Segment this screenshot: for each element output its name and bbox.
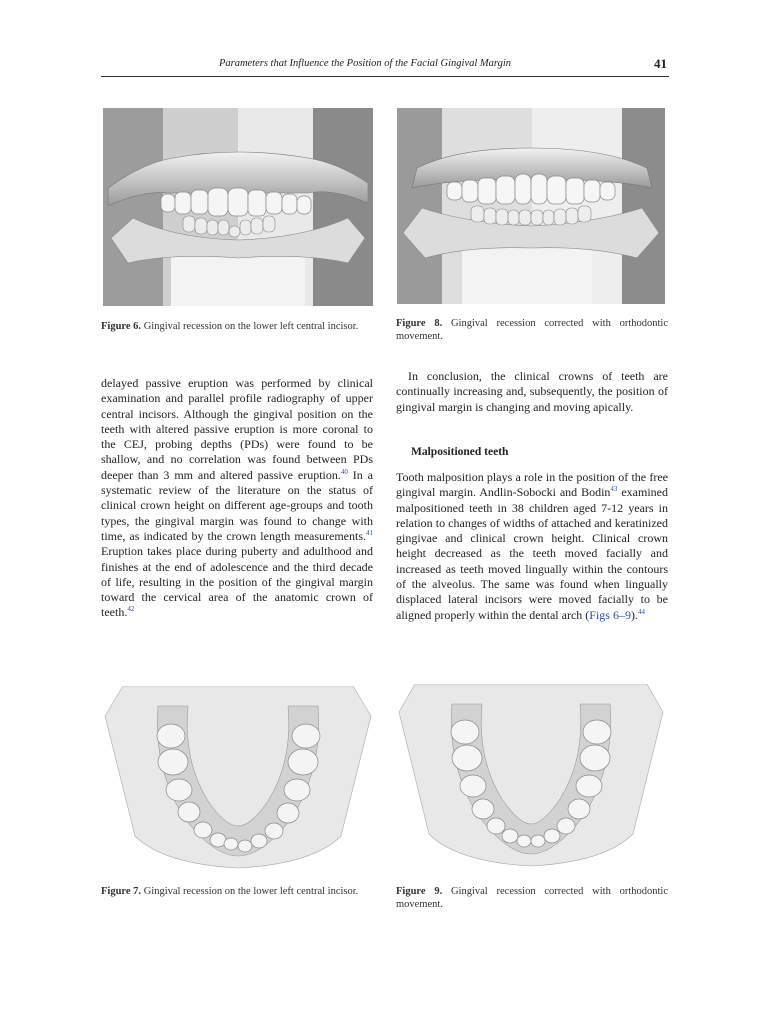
conclusion-text: In conclusion, the clinical crowns of teeth are continually increasing and, subsequently, the position of gingival margin is changing and moving apically. (396, 369, 668, 414)
figure-6-caption (101, 320, 373, 333)
figure-9-label: Figure 9. (396, 886, 443, 897)
figure-8-image (397, 108, 665, 304)
ref-41[interactable]: 41 (366, 528, 373, 537)
left-text-b: In a systematic review of the literature on the status of clinical crown height on different age-groups and tooth types, the gingival margin was found to change with time, as indicated by the crown length measurements. (101, 467, 373, 543)
right-text-a: Tooth malposition plays a role in the position of the free gingival margin. Andlin-Sobocki and Bodin (396, 470, 668, 500)
page-header (101, 58, 669, 77)
ref-40[interactable]: 40 (340, 467, 348, 476)
left-text-c: Eruption takes place during puberty and adulthood and finishes at the end of adolescence and the third decade of life, resulting in the position of the gingival margin toward the cervical area of the anatomic crown of teeth. (101, 544, 373, 620)
figure-7-caption (101, 885, 373, 898)
figure-6-image (103, 108, 373, 306)
right-column-text (396, 470, 668, 623)
ref-42[interactable]: 42 (127, 605, 135, 614)
right-text-c: ). (630, 607, 638, 622)
figures-link[interactable]: Figs 6–9 (589, 607, 631, 622)
left-text-a: delayed passive eruption was performed by clinical examination and parallel profile radiography of upper central incisors. Although the gingival position on the teeth with altered passive eruption is more coronal to the CEJ, probing depths (PDs) were found to be shallow, and no correlation was found between PDs deeper than 3 mm and altered passive eruption. (101, 376, 373, 482)
figure-7-caption-text: Gingival recession on the lower left central incisor. (143, 886, 359, 897)
figure-8-label: Figure 8. (396, 318, 443, 329)
conclusion-paragraph (396, 369, 668, 415)
ref-44[interactable]: 44 (637, 607, 645, 616)
figure-8-caption-text: Gingival recession corrected with orthodontic movement. (396, 318, 668, 342)
figure-9-image (397, 684, 665, 868)
page-number: 41 (654, 56, 667, 71)
left-column-text (101, 376, 373, 621)
figure-9-caption (396, 885, 668, 911)
right-text-b: examined malpositioned teeth in 38 children aged 7-12 years in relation to changes of widths of attached and keratinized gingivae and clinical crown height. Clinical crown height decreased as the teeth moved facially and increased as teeth moved lingually within the contours of the alveolus. The same was found when lingually displaced lateral incisors were moved facially to be aligned properly within the dental arch ( (396, 485, 668, 622)
ref-43[interactable]: 43 (610, 485, 618, 494)
figure-6-label: Figure 6. (101, 321, 142, 332)
figure-7-image (103, 686, 373, 870)
figure-6-caption-text: Gingival recession on the lower left central incisor. (143, 321, 359, 332)
figure-7-label: Figure 7. (101, 886, 142, 897)
figure-9-caption-text: Gingival recession corrected with orthodontic movement. (396, 886, 668, 910)
section-heading: Malpositioned teeth (411, 446, 509, 458)
figure-8-caption (396, 317, 668, 343)
running-title: Parameters that Influence the Position of the Facial Gingival Margin (218, 58, 512, 69)
